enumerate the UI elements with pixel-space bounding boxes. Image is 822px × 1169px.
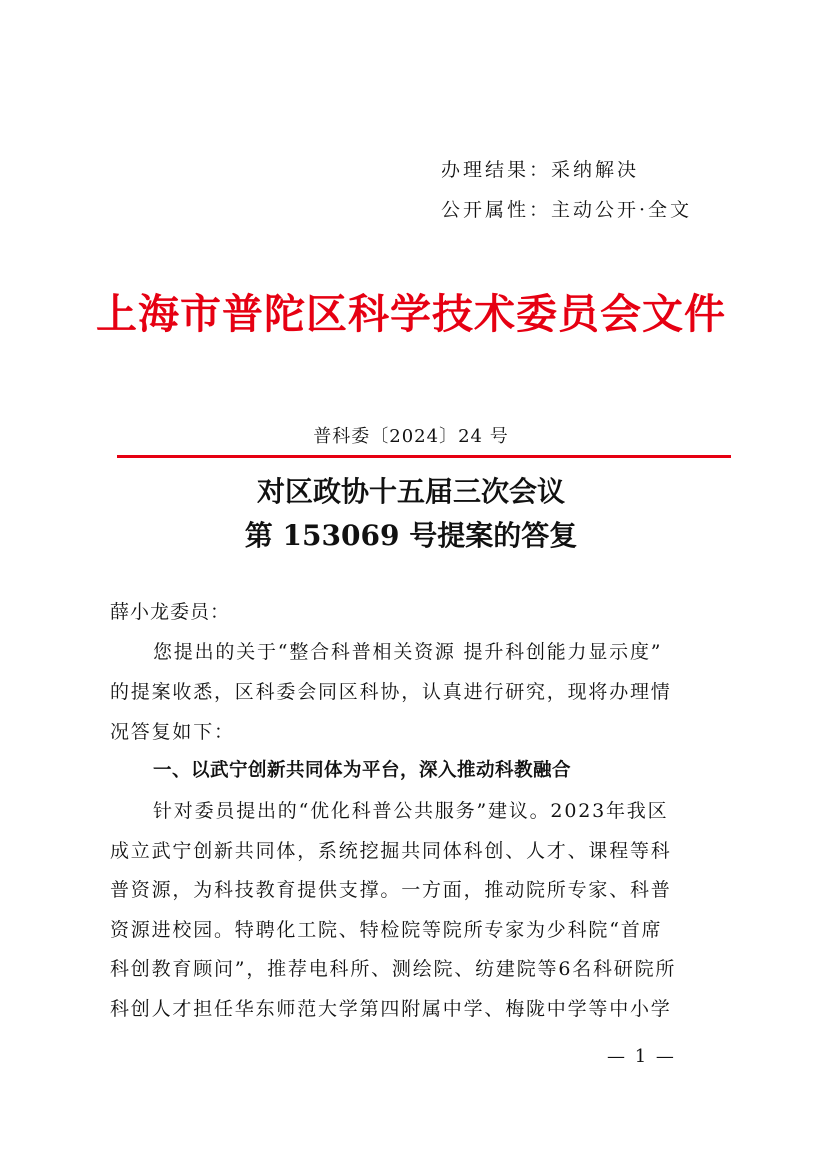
intro-line-1: 您提出的关于“整合科普相关资源 提升科创能力显示度” bbox=[153, 641, 663, 663]
section-heading-1: 一、以武宁创新共同体为平台，深入推动科教融合 bbox=[153, 760, 572, 781]
salutation: 薛小龙委员： bbox=[110, 601, 231, 623]
document-title-line-1: 对区政协十五届三次会议 bbox=[256, 475, 565, 508]
document-title-line-2: 第 153069 号提案的答复 bbox=[244, 519, 578, 552]
intro-line-3: 况答复如下： bbox=[110, 721, 235, 743]
page-number: — 1 — bbox=[607, 1046, 676, 1067]
intro-line-2: 的提案收悉，区科委会同区科协，认真进行研究，现将办理情 bbox=[110, 681, 672, 703]
handling-result: 办理结果：采纳解决 bbox=[441, 159, 640, 181]
disclosure-attribute: 公开属性：主动公开·全文 bbox=[441, 199, 693, 221]
body-line-1: 针对委员提出的“优化科普公共服务”建议。2023年我区 bbox=[153, 800, 669, 822]
red-divider-line bbox=[117, 455, 731, 458]
body-line-3: 普资源，为科技教育提供支撑。一方面，推动院所专家、科普 bbox=[110, 879, 672, 901]
body-line-2: 成立武宁创新共同体，系统挖掘共同体科创、人才、课程等科 bbox=[110, 840, 672, 862]
body-line-6: 科创人才担任华东师范大学第四附属中学、梅陇中学等中小学 bbox=[110, 998, 672, 1020]
body-line-5: 科创教育顾问”，推荐电科所、测绘院、纺建院等6名科研院所 bbox=[110, 958, 677, 980]
body-line-4: 资源进校园。特聘化工院、特检院等院所专家为少科院“首席 bbox=[110, 919, 663, 941]
issuing-organization-title: 上海市普陀区科学技术委员会文件 bbox=[96, 290, 726, 338]
document-number: 普科委〔2024〕24 号 bbox=[313, 426, 509, 447]
